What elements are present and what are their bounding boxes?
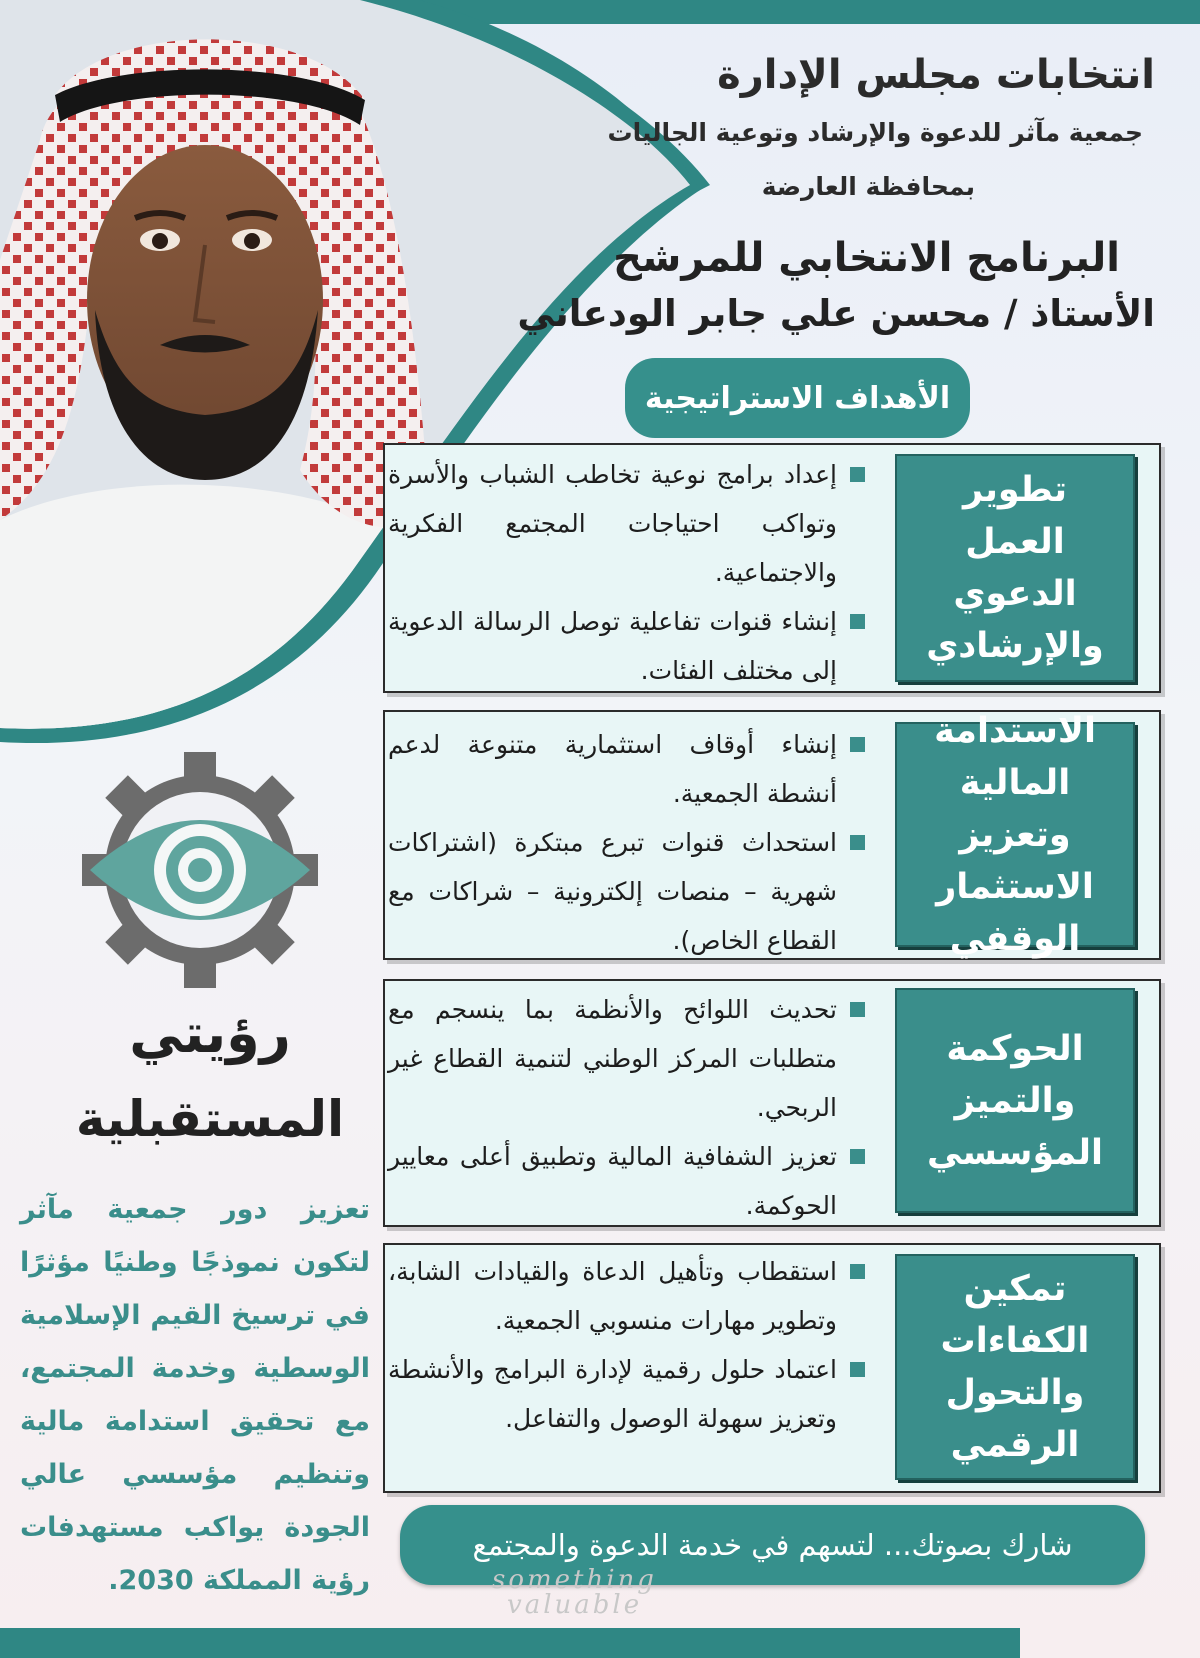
organization-name: جمعية مآثر للدعوة والإرشاد وتوعية الجاليات [607,118,1143,147]
bullet-square-icon [850,1264,865,1279]
goal-bullet: اعتماد حلول رقمية لإدارة البرامج والأنشطة وتعزيز سهولة الوصول والتفاعل. [388,1345,865,1443]
goal-bullet: إنشاء أوقاف استثمارية متنوعة لدعم أنشطة الجمعية. [388,720,865,818]
goal-bullet: تعزيز الشفافية المالية وتطبيق أعلى معايير الحوكمة. [388,1132,865,1230]
bullet-square-icon [850,835,865,850]
goal-bullets-1 [388,450,865,695]
goal-bullets-4 [388,1247,865,1443]
watermark-line1: something [492,1565,657,1595]
goal-label-4: تمكين الكفاءات والتحول الرقمي [895,1254,1135,1480]
candidate-name: الأستاذ / محسن علي جابر الودعاني [517,292,1155,335]
goal-label-1: تطوير العمل الدعوي والإرشادي [895,454,1135,682]
vision-text: تعزيز دور جمعية مآثر لتكون نموذجًا وطنيًا مؤثرًا في ترسيخ القيم الإسلامية الوسطية وخدمة المجتمع، مع تحقيق استدامة مالية وتنظيم مؤسسي عالي الجودة يواكب مستهدفات رؤية المملكة 2030. [20,1194,370,1596]
bullet-square-icon [850,467,865,482]
top-teal-strip [420,0,1200,24]
goal-label-3: الحوكمة والتميز المؤسسي [895,988,1135,1213]
goal-bullet: استقطاب وتأهيل الدعاة والقيادات الشابة، وتطوير مهارات منسوبي الجمعية. [388,1247,865,1345]
page-title: انتخابات مجلس الإدارة [717,52,1155,98]
watermark-line2: valuable [507,1590,643,1620]
strategic-goals-heading: الأهداف الاستراتيجية [625,358,970,438]
vision-eye-gear-icon [82,752,318,988]
bullet-square-icon [850,737,865,752]
vision-title-line2: المستقبلية [75,1090,345,1148]
bullet-square-icon [850,1149,865,1164]
goal-bullet: تحديث اللوائح والأنظمة بما ينسجم مع متطلبات المركز الوطني لتنمية القطاع غير الربحي. [388,985,865,1132]
goal-label-2: الاستدامة المالية وتعزيز الاستثمار الوقفي [895,722,1135,947]
governorate-name: بمحافظة العارضة [761,172,975,201]
bullet-square-icon [850,1002,865,1017]
vision-title-line1: رؤيتي [129,1002,291,1065]
goal-bullet: إنشاء قنوات تفاعلية توصل الرسالة الدعوية إلى مختلف الفئات. [388,597,865,695]
goal-bullet: إعداد برامج نوعية تخاطب الشباب والأسرة وتواكب احتياجات المجتمع الفكرية والاجتماعية. [388,450,865,597]
goal-bullets-3 [388,985,865,1230]
program-title: البرنامج الانتخابي للمرشح [613,235,1120,281]
bottom-teal-strip [0,1628,1020,1658]
call-to-action-banner: شارك بصوتك... لتسهم في خدمة الدعوة والمجتمع [400,1505,1145,1585]
bullet-square-icon [850,614,865,629]
goal-bullets-2 [388,720,865,965]
goal-bullet: استحداث قنوات تبرع مبتكرة (اشتراكات شهرية – منصات إلكترونية – شراكات مع القطاع الخاص). [388,818,865,965]
bullet-square-icon [850,1362,865,1377]
